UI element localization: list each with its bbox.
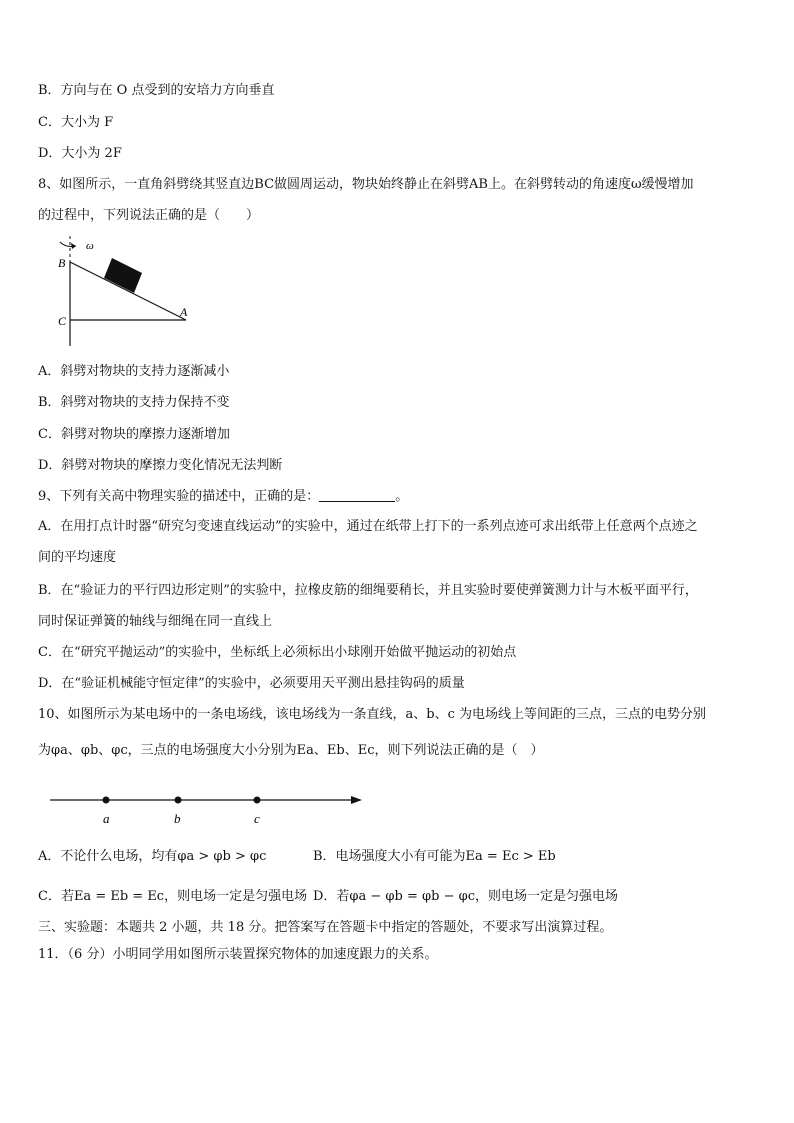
answer-blank	[319, 488, 395, 502]
q9-stem-end: 。	[395, 489, 409, 504]
omega-arrowhead	[71, 243, 76, 249]
wedge-figure	[50, 236, 200, 348]
point-c	[254, 797, 261, 804]
q9-stem-text: 9、下列有关高中物理实验的描述中，正确的是：	[38, 489, 320, 504]
q9-option-b-line2: 同时保证弹簧的轴线与细绳在同一直线上	[38, 614, 273, 629]
q9-option-d: D．在“验证机械能守恒定律”的实验中，必须要用天平测出悬挂钩码的质量	[38, 676, 465, 691]
label-point-b: b	[174, 811, 181, 826]
q10-option-a: A．不论什么电场，均有φa > φb > φc	[38, 849, 267, 864]
q10-stem-line1: 10、如图所示为某电场中的一条电场线，该电场线为一条直线，a、b、c 为电场线上等间距的三点，三点的电势分别	[38, 707, 707, 722]
label-c: C	[58, 314, 67, 328]
q9-stem	[38, 488, 408, 506]
q9-option-b-line1: B．在“验证力的平行四边形定则”的实验中，拉橡皮筋的细绳要稍长，并且实验时要使弹簧测力计与木板平面平行，	[38, 583, 698, 598]
q9-option-c: C．在“研究平抛运动”的实验中，坐标纸上必须标出小球刚开始做平抛运动的初始点	[38, 645, 517, 660]
block	[104, 258, 142, 293]
field-arrowhead	[351, 796, 362, 804]
label-point-c: c	[254, 811, 260, 826]
q10-option-d: D．若φa − φb = φb − φc，则电场一定是匀强电场	[313, 889, 618, 904]
q8-stem-line2: 的过程中，下列说法正确的是（ ）	[38, 208, 260, 223]
q7-option-c: C．大小为 F	[38, 115, 114, 130]
q8-option-a: A．斜劈对物块的支持力逐渐减小	[38, 364, 230, 379]
q10-option-c: C．若Ea = Eb = Ec，则电场一定是匀强电场	[38, 889, 308, 904]
q8-stem-line1: 8、如图所示，一直角斜劈绕其竖直边BC做圆周运动，物块始终静止在斜劈AB上。在斜劈转动的角速度ω缓慢增加	[38, 177, 694, 192]
q9-option-a-line2: 间的平均速度	[38, 550, 117, 565]
q7-option-d: D．大小为 2F	[38, 146, 122, 161]
q9-option-a-line1: A．在用打点计时器“研究匀变速直线运动”的实验中，通过在纸带上打下的一系列点迹可求出纸带上任意两个点迹之	[38, 519, 698, 534]
point-b	[175, 797, 182, 804]
q10-option-b: B．电场强度大小有可能为Ea = Ec > Eb	[313, 849, 556, 864]
point-a	[103, 797, 110, 804]
q8-option-d: D．斜劈对物块的摩擦力变化情况无法判断	[38, 458, 283, 473]
q8-option-c: C．斜劈对物块的摩擦力逐渐增加	[38, 427, 230, 442]
label-b: B	[58, 256, 66, 270]
q7-option-b: B．方向与在 O 点受到的安培力方向垂直	[38, 83, 275, 98]
label-a: A	[180, 305, 188, 319]
field-line-figure	[46, 788, 366, 828]
q11-stem: 11．（6 分）小明同学用如图所示装置探究物体的加速度跟力的关系。	[38, 947, 438, 962]
label-omega: ω	[86, 240, 94, 252]
section-three-heading: 三、实验题：本题共 2 小题，共 18 分。把答案写在答题卡中指定的答题处，不要求写出演算过程。	[38, 920, 613, 935]
label-point-a: a	[103, 811, 110, 826]
q8-option-b: B．斜劈对物块的支持力保持不变	[38, 395, 230, 410]
q10-stem-line2: 为φa、φb、φc，三点的电场强度大小分别为Ea、Eb、Ec，则下列说法正确的是（ ）	[38, 743, 544, 758]
